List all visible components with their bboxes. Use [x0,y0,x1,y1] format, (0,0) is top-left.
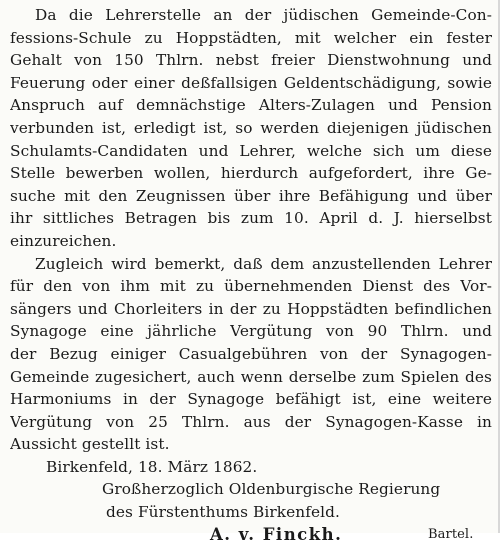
paragraph-1-line-3: Gehalt von 150 Thlrn. nebst freier Dienstwohnung und [10,51,492,70]
paragraph-2-line-6: Gemeinde zugesichert, auch wenn derselbe zum Spielen des [10,367,492,386]
paragraph-1-line-8: Stelle bewerben wollen, hierdurch aufgefordert, ihre Ge- [10,164,492,183]
paragraph-2-line-5: der Bezug einiger Casualgebühren von der Synagogen- [10,344,492,363]
place-date-line: Birkenfeld, 18. März 1862. [46,457,258,476]
paragraph-1-line-7: Schulamts-Candidaten und Lehrer, welche sich um diese [10,141,492,160]
paragraph-2-line-8: Vergütung von 25 Thlrn. aus der Synagogen-Kasse in [10,412,492,431]
paragraph-2-line-3: sängers und Chorleiters in der zu Hoppstädten befindlichen [10,299,492,318]
paragraph-1-line-6: verbunden ist, erledigt ist, so werden diejenigen jüdischen [10,118,492,137]
paragraph-1-line-5: Anspruch auf demnächstige Alters-Zulagen und Pension [10,96,492,115]
announcement-text [10,4,492,546]
signatory-name: A. v. Finckh. [210,524,343,544]
paragraph-1-line-11: einzureichen. [10,231,117,250]
paragraph-2-line-7: Harmoniums in der Synagoge befähigt ist, eine weitere [10,390,492,409]
signature-line [10,524,492,546]
paragraph-2-line-4: Synagoge eine jährliche Vergütung von 90 Thlrn. und [10,322,492,341]
authority-line-2: des Fürstenthums Birkenfeld. [106,503,340,522]
paragraph-1-line-1: Da die Lehrerstelle an der jüdischen Gemeinde-Con- [35,6,492,24]
paragraph-1-line-9: suche mit den Zeugnissen über ihre Befähigung und über [10,186,492,205]
paragraph-2-line-2: für den von ihm mit zu übernehmenden Dienst des Vor- [10,277,492,296]
authority-line-1: Großherzoglich Oldenburgische Regierung [102,480,441,499]
clerk-name: Bartel. [428,526,474,542]
paragraph-2-line-9: Aussicht gestellt ist. [10,435,170,454]
paragraph-1-line-2: fessions-Schule zu Hoppstädten, mit welcher ein fester [10,28,492,47]
paragraph-1-line-10: ihr sittliches Betragen bis zum 10. April d. J. hierselbst [10,209,492,228]
paragraph-1-line-4: Feuerung oder einer deßfallsigen Geldentschädigung, sowie [10,73,492,92]
paragraph-2-line-1: Zugleich wird bemerkt, daß dem anzustellenden Lehrer [35,254,492,273]
